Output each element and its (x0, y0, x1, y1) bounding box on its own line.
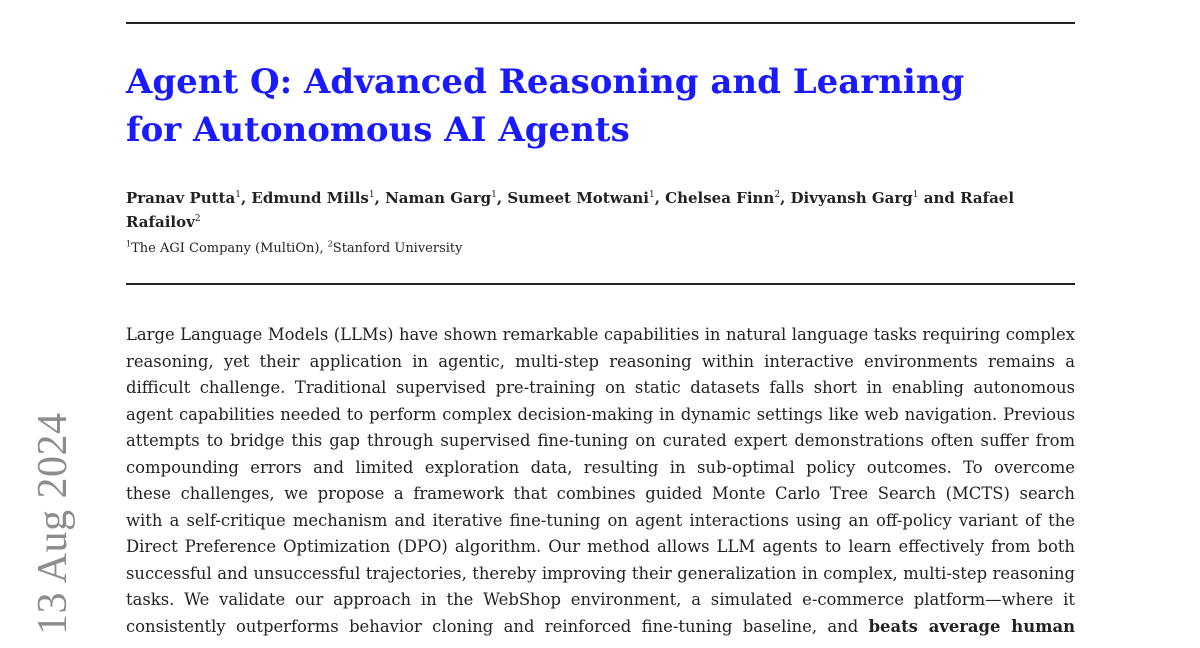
author-name: Chelsea Finn (665, 189, 775, 207)
abstract-line: agent capabilities needed to perform complex decision-making in dynamic settings like web navigation. Previous (126, 404, 1075, 424)
author-separator: , (240, 189, 252, 207)
affiliation-mark: 1 (126, 239, 132, 249)
author-affiliation-mark: 1 (235, 190, 241, 200)
author-name: Naman Garg (385, 189, 492, 207)
abstract (126, 322, 1075, 640)
top-rule (126, 22, 1075, 24)
abstract-line: these challenges, we propose a framework that combines guided Monte Carlo Tree Search (MCTS) search (126, 484, 1075, 503)
abstract-line: successful and unsuccessful trajectories, thereby improving their generalization in complex, multi-step reasoning (126, 563, 1075, 583)
abstract-line: attempts to bridge this gap through supervised fine-tuning on curated expert demonstrations often suffer from (126, 431, 1075, 450)
abstract-emphasis: beats average human (868, 616, 1075, 636)
author-name: Pranav Putta (126, 189, 236, 207)
author-affiliation-mark: 1 (912, 190, 919, 200)
abstract-line: Large Language Models (LLMs) have shown remarkable capabilities in natural language tasks requiring complex (126, 325, 1075, 344)
author-affiliation-mark: 1 (368, 190, 375, 200)
affiliation-list (126, 239, 463, 259)
abstract-line (126, 614, 1075, 641)
author-affiliation-mark: 2 (194, 214, 201, 224)
author-name: Rafael Rafailov (126, 189, 1015, 231)
author-separator: , (374, 189, 386, 207)
author-name: Sumeet Motwani (507, 189, 649, 207)
affiliation-separator: , (319, 241, 328, 256)
abstract-line: Direct Preference Optimization (DPO) algorithm. Our method allows LLM agents to learn effectively from both (126, 537, 1075, 556)
abstract-line: reasoning, yet their application in agentic, multi-step reasoning within interactive environments remains a (126, 351, 1075, 371)
arxiv-date-stamp (28, 412, 78, 635)
abstract-line: compounding errors and limited exploration data, resulting in sub-optimal policy outcomes. To overcome (126, 457, 1075, 477)
abstract-line: difficult challenge. Traditional supervised pre-training on static datasets falls short in enabling autonomous (126, 378, 1075, 397)
author-affiliation-mark: 1 (491, 190, 497, 200)
author-name: Divyansh Garg (790, 189, 913, 207)
author-separator: , (780, 189, 791, 207)
author-separator: , (654, 189, 666, 207)
author-separator: and (918, 189, 961, 207)
author-list (126, 186, 1075, 234)
paper-title (126, 58, 1075, 154)
paper-title-line-1: Agent Q: Advanced Reasoning and Learning (126, 62, 965, 102)
abstract-line: with a self-critique mechanism and iterative fine-tuning on agent interactions using an off-policy variant of the (126, 510, 1075, 530)
author-affiliation-mark: 1 (648, 190, 655, 200)
author-affiliation-mark: 2 (774, 190, 781, 200)
header-rule (126, 283, 1075, 285)
affiliation-mark: 2 (327, 239, 333, 249)
author-separator: , (496, 189, 508, 207)
abstract-line-text: consistently outperforms behavior cloning and reinforced fine-tuning baseline, and (126, 616, 869, 636)
affiliation-name: Stanford University (332, 241, 463, 256)
abstract-line: tasks. We validate our approach in the WebShop environment, a simulated e-commerce platform—where it (126, 590, 1075, 609)
arxiv-date-text: 13 Aug 2024 (30, 412, 76, 635)
affiliation-name: The AGI Company (MultiOn) (131, 241, 320, 256)
paper-title-line-2: for Autonomous AI Agents (126, 110, 630, 150)
author-name: Edmund Mills (251, 189, 369, 207)
